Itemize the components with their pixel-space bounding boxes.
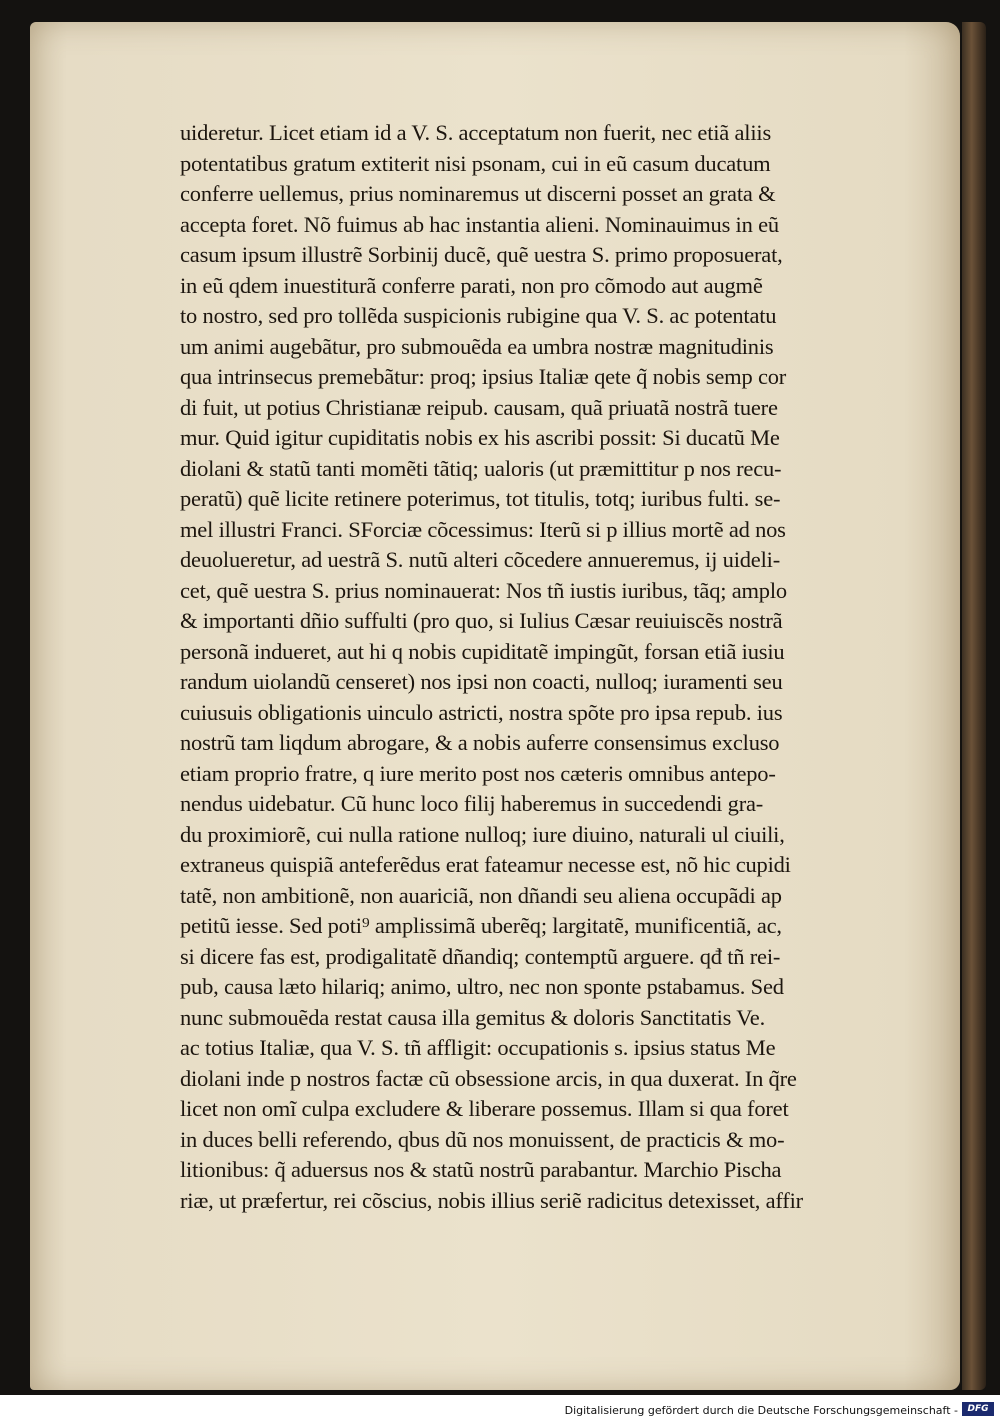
page-body-text bbox=[180, 118, 940, 1216]
text-line: du proximiorẽ, cui nulla ratione nulloq; iure diuino, naturali ul ciuili, bbox=[180, 821, 785, 847]
text-line: nendus uidebatur. Cũ hunc loco filij haberemus in succedendi gra- bbox=[180, 791, 764, 816]
text-line: petitũ iesse. Sed poti⁹ amplissimã uberẽq; largitatẽ, munificentiã, ac, bbox=[180, 913, 782, 938]
text-line: in duces belli referendo, qbus dũ nos monuissent, de practicis & mo- bbox=[180, 1126, 785, 1152]
text-line: mel illustri Franci. SForciæ cõcessimus: Iterũ si p illius mortẽ ad nos bbox=[180, 516, 786, 542]
text-line: extraneus quispiã anteferẽdus erat fateamur necesse est, nõ hic cupidi bbox=[180, 852, 791, 877]
text-line: to nostro, sed pro tollẽda suspicionis rubigine qua V. S. ac potentatu bbox=[180, 303, 777, 328]
text-line: nunc submouẽda restat causa illa gemitus & doloris Sanctitatis Ve. bbox=[180, 1004, 766, 1030]
text-line: um animi augebãtur, pro submouẽda ea umbra nostræ magnitudinis bbox=[180, 333, 774, 359]
text-line: peratũ) quẽ licite retinere poterimus, tot titulis, totq; iuribus fulti. se- bbox=[180, 486, 781, 511]
text-line: personã indueret, aut hi q nobis cupiditatẽ impingũt, forsan etiã iusiu bbox=[180, 638, 785, 664]
dfg-logo-icon: DFG bbox=[962, 1402, 994, 1416]
text-line: & importanti dñio suffulti (pro quo, si Iulius Cæsar reuiuiscẽs nostrã bbox=[180, 608, 783, 633]
text-line: cuiusuis obligationis uinculo astricti, nostra spõte pro ipsa repub. ius bbox=[180, 699, 783, 725]
text-line: nostrũ tam liqdum abrogare, & a nobis auferre consensimus excluso bbox=[180, 730, 780, 755]
text-line: ac totius Italiæ, qua V. S. tñ affligit: occupationis s. ipsius status Me bbox=[180, 1035, 776, 1060]
text-line: conferre uellemus, prius nominaremus ut discerni posset an grata & bbox=[180, 181, 776, 206]
funding-credit: Digitalisierung gefördert durch die Deutsche Forschungsgemeinschaft - bbox=[564, 1404, 958, 1417]
text-line: uideretur. Licet etiam id a V. S. acceptatum non fuerit, nec etiã aliis bbox=[180, 120, 772, 145]
text-line: diolani & statũ tanti momẽti tãtiq; ualoris (ut præmittitur p nos recu- bbox=[180, 455, 782, 481]
text-line: mur. Quid igitur cupiditatis nobis ex his ascribi possit: Si ducatũ Me bbox=[180, 425, 780, 450]
text-line: randum uiolandũ censeret) nos ipsi non coacti, nulloq; iuramenti seu bbox=[180, 669, 783, 694]
text-line: deuolueretur, ad uestrã S. nutũ alteri cõcedere annueremus, ĳ uideli- bbox=[180, 547, 780, 572]
footer-bar bbox=[0, 1395, 1000, 1425]
text-line: di fuit, ut potius Christianæ reipub. causam, quã priuatã nostrã tuere bbox=[180, 394, 778, 420]
book-spine-edge bbox=[962, 22, 986, 1390]
text-line: riæ, ut præfertur, rei cõscius, nobis illius seriẽ radicitus detexisset, affir bbox=[180, 1187, 803, 1213]
text-line: tatẽ, non ambitionẽ, non auariciã, non dñandi seu aliena occupãdi ap bbox=[180, 882, 782, 908]
text-line: litionibus: q̃ aduersus nos & statũ nostrũ parabantur. Marchio Pischa bbox=[180, 1157, 782, 1182]
text-line: casum ipsum illustrẽ Sorbinij ducẽ, quẽ uestra S. primo proposuerat, bbox=[180, 242, 783, 267]
text-line: cet, quẽ uestra S. prius nominauerat: Nos tñ iustis iuribus, tãq; amplo bbox=[180, 577, 787, 603]
text-line: accepta foret. Nõ fuimus ab hac instantia alieni. Nominauimus in eũ bbox=[180, 211, 779, 237]
text-line: licet non omĩ culpa excludere & liberare possemus. Illam si qua foret bbox=[180, 1096, 789, 1121]
text-line: etiam proprio fratre, q iure merito post nos cæteris omnibus antepo- bbox=[180, 760, 776, 786]
text-line: pub, causa læto hilariq; animo, ultro, nec non sponte pstabamus. Sed bbox=[180, 974, 784, 999]
text-line: diolani inde p nostros factæ cũ obsessione arcis, in qua duxerat. In q̃re bbox=[180, 1065, 797, 1091]
text-line: in eũ qdem inuestiturã conferre parati, non pro cõmodo aut augmẽ bbox=[180, 272, 763, 298]
text-line: potentatibus gratum extiterit nisi psonam, cui in eũ casum ducatum bbox=[180, 150, 771, 176]
text-line: qua intrinsecus premebãtur: proq; ipsius Italiæ qete q̃ nobis semp cor bbox=[180, 364, 787, 389]
text-line: si dicere fas est, prodigalitatẽ dñandiq; contemptũ arguere. qđ tñ rei- bbox=[180, 943, 781, 969]
